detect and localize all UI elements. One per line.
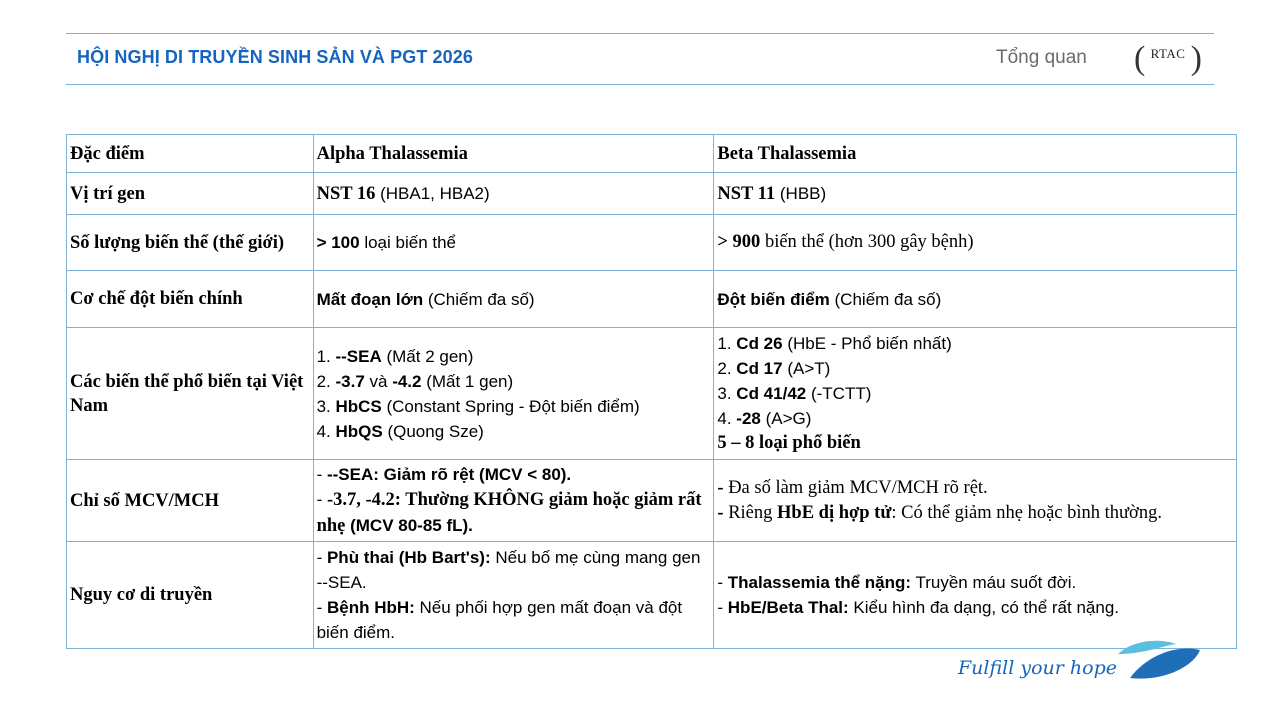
table-row <box>67 542 1237 649</box>
beta-cell <box>714 328 1237 460</box>
list-item: 3. Cd 41/42 (-TCTT) <box>717 384 872 403</box>
header-cell-beta: Beta Thalassemia <box>714 135 1237 173</box>
cell-text: loại biến thể <box>359 233 456 252</box>
bold-text: NST 16 <box>316 183 376 204</box>
cell-text: (HBA1, HBA2) <box>375 183 490 203</box>
list-item: 2. -3.7 và -4.2 (Mất 1 gen) <box>316 371 514 391</box>
alpha-cell <box>313 271 714 328</box>
alpha-cell <box>313 542 714 649</box>
comparison-table <box>66 134 1237 649</box>
rtac-logo <box>1134 39 1202 81</box>
alpha-cell <box>313 215 714 271</box>
row-label: Các biến thể phổ biến tại Việt Nam <box>67 328 314 460</box>
cell-text: biến thể (hơn 300 gây bệnh) <box>760 232 974 252</box>
leaf-logo-icon <box>1114 636 1202 682</box>
bold-text: > 900 <box>717 232 761 252</box>
table-row <box>67 460 1237 542</box>
list-item: 2. Cd 17 (A>T) <box>717 359 831 378</box>
bold-text: NST 11 <box>717 183 776 204</box>
row-label: Vị trí gen <box>67 173 314 215</box>
summary-text: 5 – 8 loại phổ biến <box>717 433 861 453</box>
bold-text: > 100 <box>316 233 360 252</box>
list-item: - Phù thai (Hb Bart's): Nếu bố mẹ cùng mang gen --SEA. <box>316 548 701 592</box>
beta-cell <box>714 542 1237 649</box>
list-item: - -3.7, -4.2: Thường KHÔNG giảm hoặc giảm rất nhẹ (MCV 80-85 fL). <box>316 490 702 536</box>
list-item: 4. -28 (A>G) <box>717 409 812 428</box>
cell-text: (Chiếm đa số) <box>423 289 535 309</box>
cell-text: (Chiếm đa số) <box>829 289 942 309</box>
dark-leaf-shape <box>1130 648 1200 678</box>
bold-text: Mất đoạn lớn <box>316 289 424 309</box>
list-item: - Thalassemia thể nặng: Truyền máu suốt đời. <box>717 573 1077 592</box>
header-top-rule <box>66 33 1214 34</box>
footer-tagline: Fulfill your hope <box>958 657 1117 679</box>
table-row <box>67 328 1237 460</box>
row-label: Nguy cơ di truyền <box>67 542 314 649</box>
section-label: Tổng quan <box>996 47 1087 68</box>
row-label: Số lượng biến thể (thế giới) <box>67 215 314 271</box>
list-item: 1. Cd 26 (HbE - Phổ biến nhất) <box>717 334 952 353</box>
beta-cell <box>714 271 1237 328</box>
cell-text: (HBB) <box>775 183 827 203</box>
alpha-cell <box>313 328 714 460</box>
table-header-row <box>67 135 1237 173</box>
beta-cell <box>714 215 1237 271</box>
beta-cell <box>714 460 1237 542</box>
row-label: Cơ chế đột biến chính <box>67 271 314 328</box>
list-item: - Bệnh HbH: Nếu phối hợp gen mất đoạn và đột biến điểm. <box>316 598 683 642</box>
conference-title: HỘI NGHỊ DI TRUYỀN SINH SẢN VÀ PGT 2026 <box>77 47 473 67</box>
table-row <box>67 215 1237 271</box>
list-item: - --SEA: Giảm rõ rệt (MCV < 80). <box>316 465 572 484</box>
list-item: - HbE/Beta Thal: Kiểu hình đa dạng, có thể rất nặng. <box>717 598 1120 617</box>
row-label: Chỉ số MCV/MCH <box>67 460 314 542</box>
list-item: - Đa số làm giảm MCV/MCH rõ rệt. <box>717 477 988 498</box>
list-item: 4. HbQS (Quong Sze) <box>316 421 484 441</box>
table-row <box>67 271 1237 328</box>
header-bottom-rule <box>66 84 1214 85</box>
logo-right-bracket: ) <box>1190 40 1202 77</box>
list-item: 1. --SEA (Mất 2 gen) <box>316 346 474 366</box>
list-item: - Riêng HbE dị hợp tử: Có thể giảm nhẹ hoặc bình thường. <box>717 502 1162 523</box>
header-cell-alpha: Alpha Thalassemia <box>313 135 714 173</box>
beta-cell <box>714 173 1237 215</box>
logo-left-bracket: ( <box>1134 40 1146 77</box>
table-row <box>67 173 1237 215</box>
list-item: 3. HbCS (Constant Spring - Đột biến điểm) <box>316 396 640 416</box>
alpha-cell <box>313 460 714 542</box>
logo-name: RTAC <box>1150 46 1186 61</box>
bold-text: Đột biến điểm <box>717 289 830 309</box>
alpha-cell <box>313 173 714 215</box>
header-cell-feature: Đặc điểm <box>67 135 314 173</box>
